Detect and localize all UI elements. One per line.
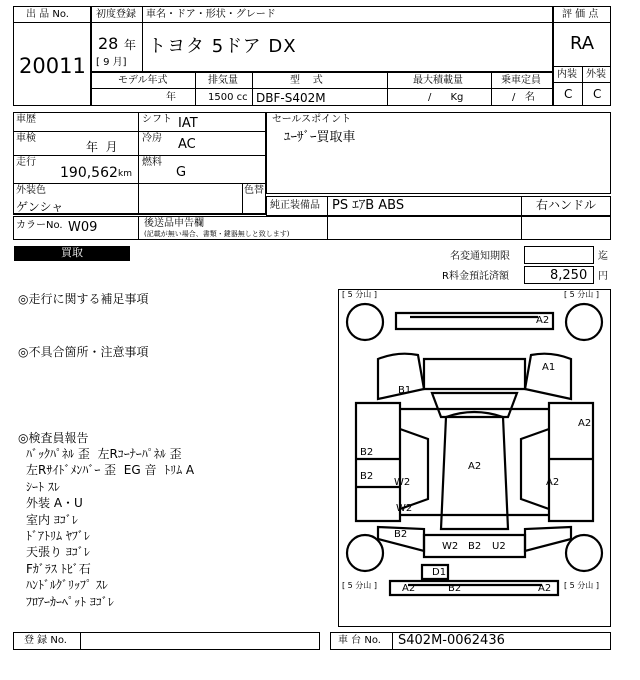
capacity-label: 乗車定員 <box>501 75 541 86</box>
tire-tl-icon <box>347 304 383 340</box>
interior-label: 内装 <box>557 69 577 80</box>
capacity-value: / 名 <box>512 92 535 103</box>
sales-point-value: ﾕｰｻﾞｰ買取車 <box>284 130 356 145</box>
damage-mark-a2-bl: A2 <box>402 583 416 594</box>
tire-br-icon <box>566 535 602 571</box>
report-line: ﾊﾝﾄﾞﾙｸﾞﾘｯﾌﾟ ｽﾚ <box>26 578 108 593</box>
inspection-value: 年 月 <box>86 140 118 154</box>
name-change-label: 名変通知期限 <box>450 251 510 262</box>
reg-no-label: 登 録 No. <box>24 635 67 646</box>
first-reg-year: 28 <box>98 34 119 53</box>
chassis-value: S402M-0062436 <box>398 633 505 648</box>
damage-mark-a2-rdoor: A2 <box>546 477 560 488</box>
model-year-unit: 年 <box>166 92 176 103</box>
name-change-box <box>524 246 594 264</box>
damage-mark-b2-rear: B2 <box>468 541 482 552</box>
displacement-value: 1500 cc <box>208 92 248 103</box>
chassis-label: 車 台 No. <box>338 635 381 646</box>
lot-label: 出 品 No. <box>26 9 69 20</box>
report-line: 左Rｻｲﾄﾞﾒﾝﾊﾞｰ 歪 EG 音 ﾄﾘﾑ A <box>26 463 195 478</box>
fuel-value: G <box>176 165 187 180</box>
purchase-tag: 買取 <box>14 246 130 261</box>
mileage-value: 190,562 <box>60 165 118 181</box>
recycle-label: R料金預託済額 <box>442 271 509 282</box>
displacement-label: 排気量 <box>208 75 238 86</box>
ac-label: 冷房 <box>142 133 162 144</box>
grade-label: 評 価 点 <box>562 9 599 20</box>
shift-label: シフト <box>142 114 172 125</box>
car-name-label: 車名・ドア・形状・グレード <box>146 9 276 20</box>
car-diagram-drawing <box>338 289 611 627</box>
defect-notes-label: ◎不具合箇所・注意事項 <box>18 345 149 359</box>
damage-mark-b2-left2: B2 <box>360 471 374 482</box>
inspector-label: ◎検査員報告 <box>18 431 89 445</box>
report-line: Fｶﾞﾗｽ ﾄﾋﾞ石 <box>26 561 91 576</box>
damage-mark-d1: D1 <box>432 567 447 578</box>
lot-number: 20011 <box>19 54 86 78</box>
shift-value: IAT <box>178 116 198 131</box>
exterior-grade: C <box>593 87 602 101</box>
damage-mark-a1: A1 <box>542 362 556 373</box>
report-line: ﾄﾞｱﾄﾘﾑ ﾔﾌﾞﾚ <box>26 529 90 543</box>
damage-mark-a2-right: A2 <box>578 418 592 429</box>
equipment-value: PS ｴｱB ABS <box>332 198 405 213</box>
damage-mark-w2-rear: W2 <box>442 541 459 552</box>
tire-tr-icon <box>566 304 602 340</box>
tire-br-label: [ 5 分山 ] <box>564 581 599 590</box>
load-value: / Kg <box>428 92 464 103</box>
report-line: ﾌﾛｱｰｶｰﾍﾟｯﾄ ﾖｺﾞﾚ <box>26 594 114 609</box>
load-label: 最大積載量 <box>413 75 463 86</box>
mileage-label: 走行 <box>16 157 36 168</box>
color-change-label: 色替 <box>244 185 264 196</box>
inspection-label: 車検 <box>16 133 36 144</box>
interior-grade: C <box>564 87 573 101</box>
damage-mark-b2-bot: B2 <box>448 583 462 594</box>
tire-tr-label: [ 5 分山 ] <box>564 290 599 299</box>
damage-mark-b2-left1: B2 <box>360 447 374 458</box>
damage-mark-w2-left2: W2 <box>396 503 413 514</box>
recycle-unit: 円 <box>598 271 608 282</box>
first-reg-month: [ 9 月] <box>96 57 127 68</box>
grade-value: RA <box>570 33 595 54</box>
damage-mark-b2-left3: B2 <box>394 529 408 540</box>
report-line: 外装 A・U <box>26 496 83 511</box>
color-no-label: カラーNo. <box>16 220 63 231</box>
color-no-value: W09 <box>68 220 98 235</box>
name-change-unit: 迄 <box>598 251 608 262</box>
exterior-label: 外装 <box>586 69 606 80</box>
type-value: DBF-S402M <box>256 91 326 105</box>
tire-bl-icon <box>347 535 383 571</box>
car-name: トヨタ 5ドア DX <box>148 36 297 57</box>
model-year-label: モデル年式 <box>118 75 168 86</box>
tire-bl-label: [ 5 分山 ] <box>342 581 377 590</box>
color-label: 外装色 <box>16 185 46 196</box>
handle-value: 右ハンドル <box>536 198 597 212</box>
sales-point-label: セールスポイント <box>272 114 352 125</box>
first-reg-label: 初度登録 <box>96 9 136 20</box>
fuel-label: 燃料 <box>142 157 162 168</box>
year-unit: 年 <box>124 38 137 52</box>
tire-tl-label: [ 5 分山 ] <box>342 290 377 299</box>
equipment-label: 純正装備品 <box>270 200 320 211</box>
report-line: 室内 ﾖｺﾞﾚ <box>26 512 78 527</box>
damage-mark-u2-rear: U2 <box>492 541 506 552</box>
damage-mark-b1: B1 <box>398 385 412 396</box>
recycle-value: 8,250 <box>550 268 588 283</box>
damage-mark-a2-center: A2 <box>468 461 482 472</box>
color-value: ゲンシャ <box>16 200 64 214</box>
report-line: 天張り ﾖｺﾞﾚ <box>26 545 90 560</box>
shipping-note: (記載が無い場合、書類・鍵器無しと致します) <box>144 230 290 238</box>
type-label: 型 式 <box>290 75 323 86</box>
damage-mark-a2-top: A2 <box>536 315 550 326</box>
damage-mark-a2-br: A2 <box>538 583 552 594</box>
report-line: ﾊﾞｯｸﾊﾟﾈﾙ 歪 左Rｺｰﾅｰﾊﾟﾈﾙ 歪 <box>26 447 182 461</box>
damage-mark-w2-left: W2 <box>394 477 411 488</box>
history-label: 車歴 <box>16 114 36 125</box>
ac-value: AC <box>178 137 196 152</box>
mileage-unit: km <box>118 169 132 179</box>
report-line: ｼｰﾄ ｽﾚ <box>26 479 60 494</box>
shipping-label: 後送品申告欄 <box>144 218 204 229</box>
driving-notes-label: ◎走行に関する補足事項 <box>18 292 149 306</box>
